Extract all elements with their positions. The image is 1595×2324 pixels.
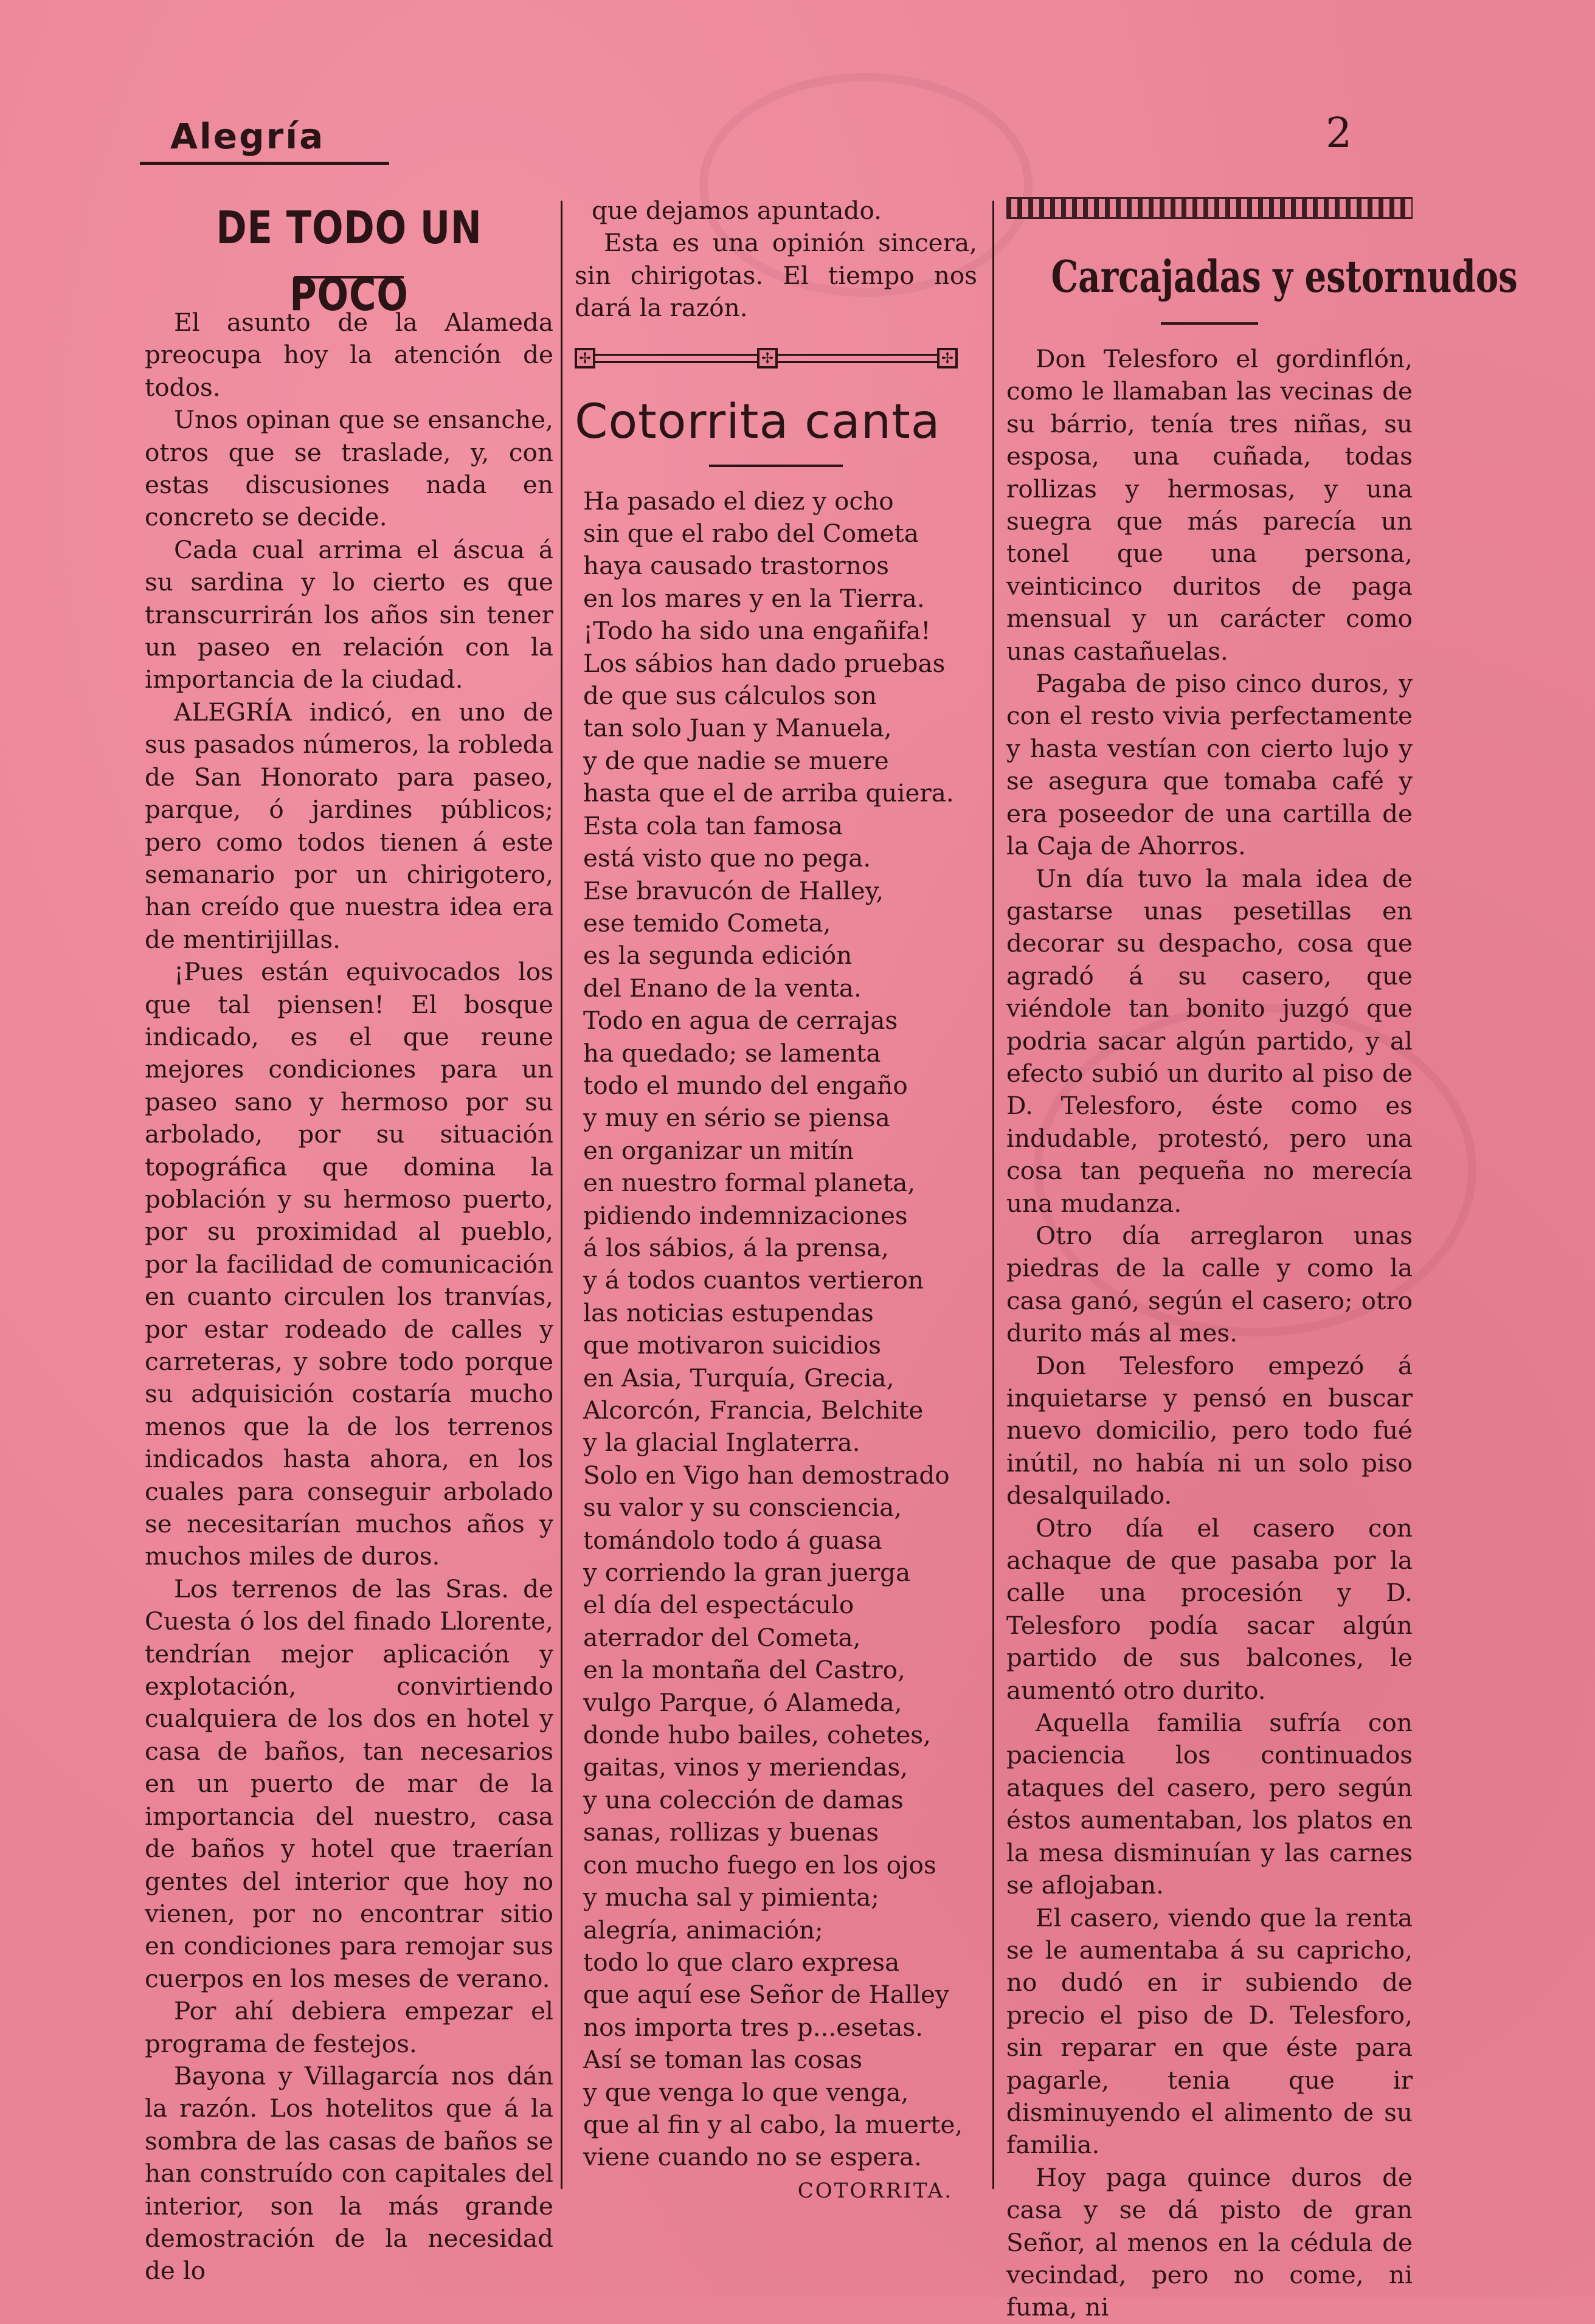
- poem-line: con mucho fuego en los ojos: [583, 1850, 936, 1880]
- ornamental-divider: [575, 345, 977, 372]
- flower-ornament-icon: ✢: [575, 348, 595, 368]
- paragraph: Pagaba de piso cinco duros, y con el resto vivia perfectamente y hasta vestían con cierto lujo y se asegura que tomaba café y era poseedor de una cartilla de la Caja de Ahorros.: [1006, 669, 1413, 861]
- poem-line: y muy en sério se piensa: [583, 1103, 890, 1133]
- poem-line: está visto que no pega.: [583, 843, 871, 873]
- poem-line: Solo en Vigo han demostrado: [583, 1460, 950, 1490]
- poem-line: ¡Todo ha sido una engañifa!: [583, 616, 931, 646]
- poem-line: Alcorcón, Francia, Belchite: [583, 1395, 924, 1425]
- paragraph: El casero, viendo que la renta se le aumentaba á su capricho, no dudó en ir subiendo de precio el piso de D. Telesforo, sin reparar en que éste para pagarle, tenia que ir disminuyendo el alimento de su familia.: [1006, 1903, 1413, 2160]
- poem-heading: Cotorrita canta: [575, 394, 941, 449]
- paragraph: Don Telesforo empezó á inquietarse y pensó en buscar nuevo domicilio, pero todo fué inútil, no había ni un solo piso desalquilado.: [1006, 1350, 1413, 1510]
- poem-line: Esta cola tan famosa: [583, 811, 843, 840]
- poem-line: el día del espectáculo: [583, 1590, 854, 1620]
- poem-line: y la glacial Inglaterra.: [583, 1428, 860, 1458]
- poem-line: del Enano de la venta.: [583, 973, 862, 1003]
- poem-line: todo lo que claro expresa: [583, 1947, 900, 1977]
- poem-line: en nuestro formal planeta,: [583, 1168, 916, 1198]
- poem-line: en la montaña del Castro,: [583, 1655, 905, 1685]
- paragraph: Los terrenos de las Sras. de Cuesta ó los del finado Llorente, tendrían mejor aplicación y explotación, convirtiendo cualquiera de los dos en hotel y casa de baños, tan necesarios en un puerto de mar de la importancia del nuestro, casa de baños y hotel que traerían gentes del interior que hoy no vienen, por no encontrar sitio en condiciones para remojar sus cuerpos en los meses de verano.: [145, 1574, 553, 1993]
- paragraph: ¡Pues están equivocados los que tal piensen! El bosque indicado, es el que reune mejores condiciones para un paseo sano y hermoso por su arbolado, por su situación topográfica que domina la población y su hermoso puerto, por su proximidad al pueblo, por la facilidad de comunicación en cuanto circulen los tranvías, por estar rodeado de calles y carreteras, y sobre todo porque su adquisición costaría mucho menos que la de los terrenos indicados hasta ahora, en los cuales para conseguir arbolado se necesitarían muchos años y muchos miles de duros.: [145, 957, 553, 1571]
- poem-line: gaitas, vinos y meriendas,: [583, 1752, 908, 1782]
- poem-line: y una colección de damas: [583, 1785, 904, 1814]
- poem-line: Todo en agua de cerrajas: [583, 1006, 898, 1036]
- poem-line: ese temido Cometa,: [583, 908, 831, 938]
- poem-line: vulgo Parque, ó Alameda,: [583, 1687, 902, 1717]
- poem-line: nos importa tres p...esetas.: [583, 2012, 924, 2042]
- column-3: [1006, 195, 1518, 2322]
- column-2: [575, 195, 977, 2203]
- poem-line: todo el mundo del engaño: [583, 1070, 908, 1100]
- poem-line: en los mares y en la Tierra.: [583, 583, 925, 613]
- article-heading: Carcajadas y estornudos: [1051, 251, 1518, 302]
- heading-underline: [709, 465, 843, 467]
- poem-line: Ha pasado el diez y ocho: [583, 486, 894, 516]
- poem-line: alegría, animación;: [583, 1915, 823, 1945]
- poem-line: que al fin y al cabo, la muerte,: [583, 2109, 963, 2139]
- poem-line: las noticias estupendas: [583, 1298, 874, 1327]
- poem-line: Ese bravucón de Halley,: [583, 876, 884, 905]
- paragraph: Otro día el casero con achaque de que pasaba por la calle una procesión y D. Telesforo podía sacar algún partido de sus balcones, le aumentó otro durito.: [1006, 1513, 1413, 1705]
- poem: [575, 485, 977, 2174]
- poem-line: que aquí ese Señor de Halley: [583, 1980, 949, 2010]
- poem-line: ha quedado; se lamenta: [583, 1038, 881, 1068]
- paragraph: ALEGRÍA indicó, en uno de sus pasados números, la robleda de San Honorato para paseo, parque, ó jardines públicos; pero como todos tienen á este semanario por un chirigotero, han creído que nuestra idea era de mentirijillas.: [145, 697, 553, 954]
- column-divider: [561, 201, 562, 2189]
- poem-line: y á todos cuantos vertieron: [583, 1265, 924, 1295]
- poem-line: y mucha sal y pimienta;: [583, 1883, 879, 1912]
- paragraph: Aquella familia sufría con paciencia los continuados ataques del casero, pero según éstos aumentaban, los platos en la mesa disminuían y las carnes se aflojaban.: [1006, 1708, 1413, 1900]
- paragraph: que dejamos apuntado.: [592, 196, 882, 225]
- paragraph: Por ahí debiera empezar el programa de festejos.: [145, 1996, 553, 2058]
- article-heading: DE TODO UN POCO: [216, 202, 482, 321]
- paragraph: Hoy paga quince duros de casa y se dá pisto de gran Señor, al menos en la cédula de vecindad, pero no come, ni fuma, ni: [1006, 2162, 1413, 2322]
- flower-ornament-icon: ✢: [937, 348, 958, 368]
- poem-line: Así se toman las cosas: [583, 2045, 863, 2075]
- poem-line: pidiendo indemnizaciones: [583, 1200, 908, 1230]
- poem-line: Los sábios han dado pruebas: [583, 648, 946, 678]
- poem-line: donde hubo bailes, cohetes,: [583, 1720, 932, 1750]
- paragraph: Unos opinan que se ensanche, otros que se traslade, y, con estas discusiones nada en concreto se decide.: [145, 405, 553, 532]
- paragraph: Don Telesforo el gordinflón, como le llamaban las vecinas de su bárrio, tenía tres niñas, su esposa, una cuñada, todas rollizas y hermosas, y una suegra que más parecía un tonel que una persona, veinticinco duritos de paga mensual y un carácter como unas castañuelas.: [1006, 344, 1413, 666]
- poem-line: de que sus cálculos son: [583, 681, 877, 711]
- paragraph: El asunto de la Alameda preocupa hoy la atención de todos.: [145, 308, 553, 402]
- chain-border: [1006, 197, 1413, 219]
- flower-ornament-icon: ✢: [757, 348, 778, 368]
- poem-line: en Asia, Turquía, Grecia,: [583, 1363, 894, 1392]
- poem-line: que motivaron suicidios: [583, 1330, 882, 1360]
- poem-line: sin que el rabo del Cometa: [583, 519, 919, 548]
- poem-line: haya causado trastornos: [583, 551, 889, 581]
- poem-line: tomándolo todo á guasa: [583, 1525, 882, 1555]
- paragraph: Otro día arreglaron unas piedras de la calle y como la casa ganó, según el casero; otro durito más al mes.: [1006, 1220, 1413, 1348]
- poem-line: hasta que el de arriba quiera.: [583, 778, 954, 808]
- poem-line: y de que nadie se muere: [583, 745, 889, 775]
- poem-line: en organizar un mitín: [583, 1135, 854, 1165]
- paragraph: Esta es una opinión sincera, sin chirigotas. El tiempo nos dará la razón.: [575, 228, 977, 323]
- page-number: 2: [1326, 109, 1352, 157]
- poem-line: tan solo Juan y Manuela,: [583, 713, 892, 743]
- poem-line: y corriendo la gran juerga: [583, 1558, 911, 1588]
- column-1: [145, 195, 553, 2286]
- masthead-title: Alegría: [170, 116, 325, 157]
- paragraph: Bayona y Villagarcía nos dán la razón. Los hotelitos que á la sombra de las casas de baños se han construído con capitales del interior, son la más grande demostración de la necesidad de lo: [145, 2061, 553, 2286]
- poem-line: á los sábios, á la prensa,: [583, 1233, 889, 1262]
- poem-line: viene cuando no se espera.: [583, 2142, 922, 2172]
- masthead: [140, 116, 389, 165]
- signature: COTORRITA.: [797, 2178, 953, 2203]
- poem-line: su valor y su consciencia,: [583, 1493, 902, 1523]
- column-divider: [992, 201, 994, 2189]
- poem-line: aterrador del Cometa,: [583, 1622, 861, 1652]
- poem-line: sanas, rollizas y buenas: [583, 1817, 879, 1847]
- poem-line: es la segunda edición: [583, 941, 853, 970]
- paragraph: Cada cual arrima el áscua á su sardina y lo cierto es que transcurrirán los años sin tener un paseo en relación con la importancia de la ciudad.: [145, 534, 553, 694]
- paragraph: Un día tuvo la mala idea de gastarse unas pesetillas en decorar su despacho, cosa que agradó á su casero, que viéndole tan bonito juzgó que podria sacar algún partido, y al efecto subió un durito al piso de D. Telesforo, éste como es indudable, protestó, pero una cosa tan pequeña no merecía una mudanza.: [1006, 863, 1413, 1218]
- poem-line: y que venga lo que venga,: [583, 2077, 909, 2107]
- heading-underline: [1161, 322, 1258, 325]
